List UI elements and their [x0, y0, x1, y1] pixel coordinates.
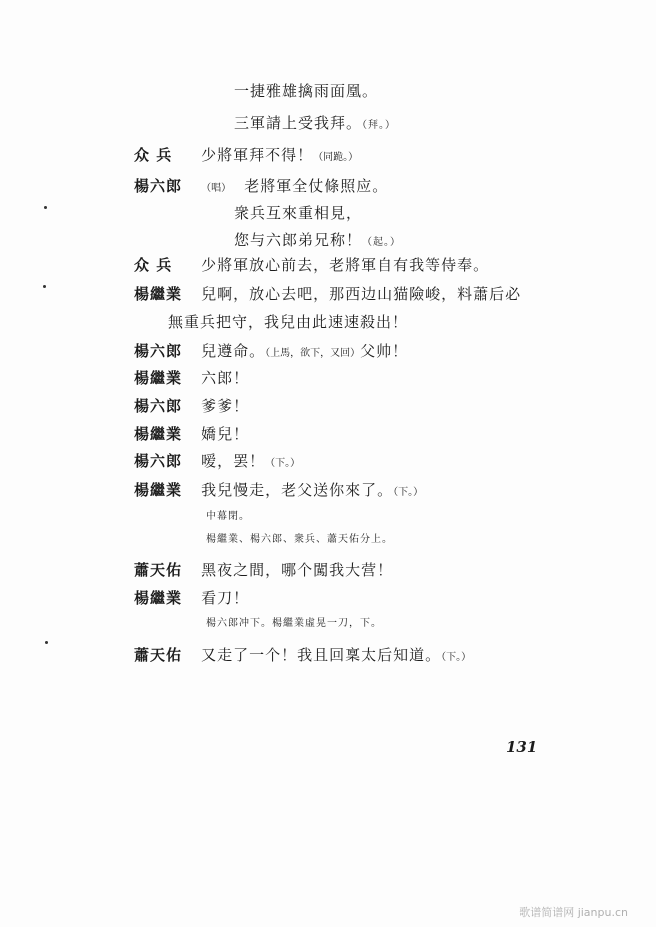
page-number: 131 [506, 738, 538, 756]
dialogue-text: 少將軍拜不得！ [201, 146, 314, 164]
dialogue-text: 嗳，罢！ [201, 452, 266, 470]
stage-direction: （同跪。） [313, 152, 359, 163]
dialogue-text: 兒遵命。 [201, 342, 266, 360]
dialogue-text: 又走了一个！我且回稟太后知道。 [201, 646, 442, 664]
dialogue-text: 黑夜之間，哪个闖我大营！ [201, 561, 394, 579]
dialogue-line [134, 343, 408, 359]
stage-direction: （下。） [265, 458, 301, 469]
speaker-name: 楊六郎 [134, 397, 183, 415]
dialogue-text: 看刀！ [201, 589, 250, 607]
dialogue-line [134, 398, 249, 414]
stage-direction: （下。） [441, 652, 472, 663]
dialogue-line [134, 562, 393, 578]
dialogue-line [134, 178, 388, 194]
dialogue-line [134, 426, 249, 442]
dialogue-text: 我兒慢走，老父送你來了。 [201, 481, 394, 499]
speaker-name: 众 兵 [134, 146, 173, 164]
dialogue-text: 老將軍全仗條照应。 [244, 177, 389, 195]
margin-speck [43, 285, 46, 288]
speaker-name: 蕭天佑 [134, 646, 183, 664]
stage-direction: （下。） [393, 487, 424, 498]
stage-direction-line: 楊六郎冲下。楊繼業虛晃一刀，下。 [206, 618, 382, 629]
dialogue-text: 爹爹！ [201, 397, 250, 415]
verse-line: 三軍請上受我拜。（拜。） [234, 114, 397, 132]
dialogue-line [134, 257, 489, 273]
speaker-name: 楊繼業 [134, 285, 183, 303]
stage-direction-line: 中幕閉。 [206, 511, 250, 522]
dialogue-line [134, 482, 423, 498]
verse-line: 您与六郎弟兄称！（起。） [234, 231, 402, 249]
speaker-name: 楊六郎 [134, 177, 183, 195]
verse-line: 一捷雅雄擒雨面凰。 [234, 82, 379, 100]
margin-speck [44, 206, 47, 209]
dialogue-line [134, 590, 249, 606]
speaker-name: 楊繼業 [134, 481, 183, 499]
stage-direction: （拜。） [362, 120, 397, 131]
stage-direction: （起。） [362, 237, 402, 248]
speaker-name: 楊繼業 [134, 369, 183, 387]
dialogue-text: 六郎！ [201, 369, 250, 387]
speaker-name: 楊繼業 [134, 589, 183, 607]
site-watermark: 歌谱简谱网 jianpu.cn [519, 906, 628, 919]
stage-direction: （唱） [201, 183, 232, 194]
dialogue-text: 嬌兒！ [201, 425, 250, 443]
stage-direction: （上馬，欲下，又回） [265, 348, 361, 359]
dialogue-text: 兒啊，放心去吧，那西边山猫險峻，料蕭后必 [201, 285, 522, 303]
continuation-line: 無重兵把守，我兒由此速速殺出！ [168, 313, 409, 331]
dialogue-line [134, 647, 471, 663]
speaker-name: 楊六郎 [134, 452, 183, 470]
dialogue-text: 父帅！ [360, 342, 409, 360]
speaker-name: 楊六郎 [134, 342, 183, 360]
dialogue-line [134, 286, 521, 302]
dialogue-line [134, 453, 300, 469]
dialogue-text: 少將軍放心前去，老將軍自有我等侍奉。 [201, 256, 490, 274]
speaker-name: 蕭天佑 [134, 561, 183, 579]
stage-direction-line: 楊繼業、楊六郎、衆兵、蕭天佑分上。 [206, 534, 393, 545]
dialogue-line [134, 370, 249, 386]
verse-line: 衆兵互來重相見， [234, 204, 363, 222]
margin-speck [45, 641, 48, 644]
speaker-name: 楊繼業 [134, 425, 183, 443]
speaker-name: 众 兵 [134, 256, 173, 274]
dialogue-line [134, 147, 358, 163]
